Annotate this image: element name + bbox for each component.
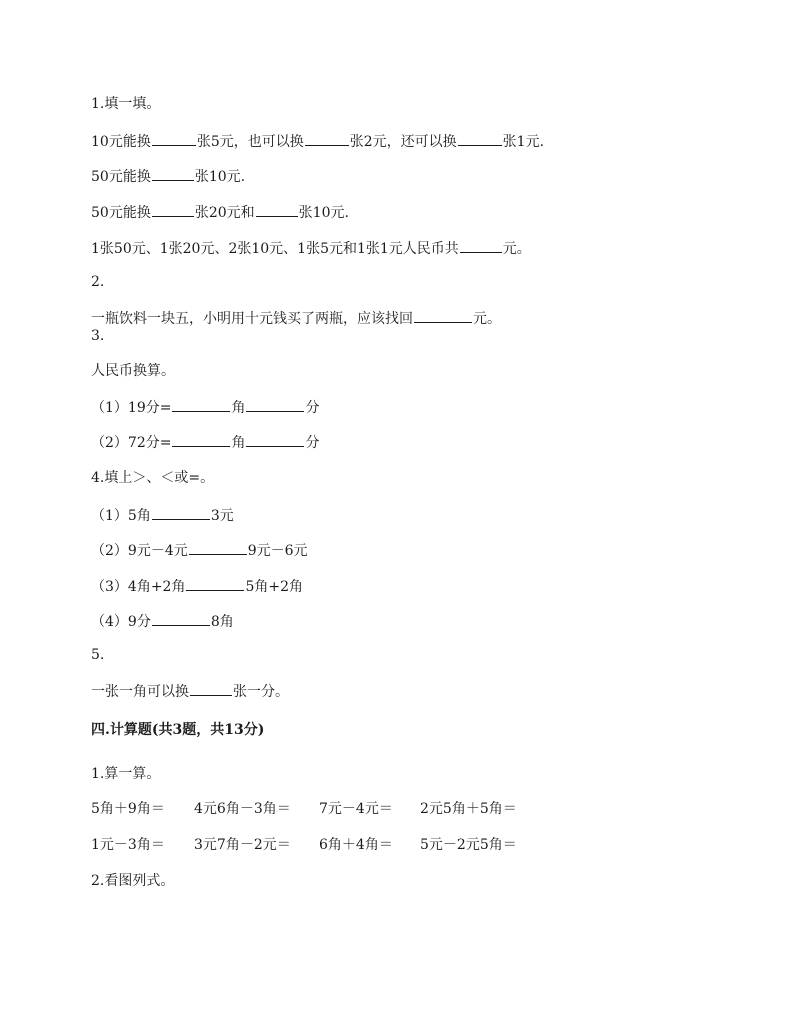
q5-number: 5. xyxy=(91,647,105,663)
answer-blank[interactable] xyxy=(172,397,230,412)
answer-blank[interactable] xyxy=(190,681,232,696)
answer-blank[interactable] xyxy=(458,131,502,146)
q3-r2-text-c: 分 xyxy=(305,435,320,451)
answer-blank[interactable] xyxy=(246,397,304,412)
q4-r2-text-b: 9元－6元 xyxy=(247,543,308,559)
q3-r1-text-a: （1）19分= xyxy=(91,400,172,416)
q1-l3-text-b: 张20元和 xyxy=(194,205,255,221)
q1-line-3 xyxy=(91,202,349,222)
q4-row-4 xyxy=(91,611,234,631)
q3-title: 人民币换算。 xyxy=(91,363,175,379)
q2-line xyxy=(91,308,501,328)
answer-blank[interactable] xyxy=(460,238,502,253)
q1-line-1 xyxy=(91,131,544,151)
answer-blank[interactable] xyxy=(152,202,194,217)
calc-problem: 5元－2元5角＝ xyxy=(420,837,517,853)
q3-r1-text-b: 角 xyxy=(231,400,246,416)
q1-l2-text-b: 张10元. xyxy=(194,169,246,185)
q1-line-4 xyxy=(91,238,531,258)
q4-title: 4.填上＞、＜或=。 xyxy=(91,470,215,486)
calc-problem: 3元7角－2元＝ xyxy=(194,837,291,853)
answer-blank[interactable] xyxy=(186,576,244,591)
q4-r3-text-a: （3）4角+2角 xyxy=(91,579,186,595)
q1-l1-text-b: 张5元，也可以换 xyxy=(196,134,304,150)
q1-l4-text-b: 元。 xyxy=(502,241,531,257)
q2-text-b: 元。 xyxy=(473,311,501,327)
calc-problem: 7元－4元＝ xyxy=(319,801,393,817)
q4-r3-text-b: 5角+2角 xyxy=(245,579,303,595)
q1-l3-text-c: 张10元. xyxy=(298,205,349,221)
q1-l4-text-a: 1张50元、1张20元、2张10元、1张5元和1张1元人民币共 xyxy=(91,241,459,257)
q3-r2-text-b: 角 xyxy=(231,435,246,451)
q1-l1-text-c: 张2元，还可以换 xyxy=(349,134,457,150)
q3-row-1 xyxy=(91,397,319,417)
q1-l1-text-d: 张1元. xyxy=(502,134,545,150)
q5-text-a: 一张一角可以换 xyxy=(91,684,189,700)
q1-l3-text-a: 50元能换 xyxy=(91,205,151,221)
q4-r4-text-a: （4）9分 xyxy=(91,614,151,630)
calc-problem: 1元－3角＝ xyxy=(91,837,165,853)
answer-blank[interactable] xyxy=(305,131,349,146)
q3-r1-text-c: 分 xyxy=(305,400,320,416)
answer-blank[interactable] xyxy=(246,432,304,447)
q4-r4-text-b: 8角 xyxy=(210,614,234,630)
answer-blank[interactable] xyxy=(152,131,196,146)
answer-blank[interactable] xyxy=(172,432,230,447)
calc-problem: 6角＋4角＝ xyxy=(319,837,393,853)
q4-r2-text-a: （2）9元－4元 xyxy=(91,543,188,559)
answer-blank[interactable] xyxy=(152,611,210,626)
q4-row-1 xyxy=(91,505,234,525)
q1-line-2 xyxy=(91,166,245,186)
q4-r1-text-b: 3元 xyxy=(210,508,234,524)
q1-l2-text-a: 50元能换 xyxy=(91,169,151,185)
q3-r2-text-a: （2）72分= xyxy=(91,435,172,451)
answer-blank[interactable] xyxy=(189,540,247,555)
section-heading: 四.计算题(共3题，共13分) xyxy=(91,722,265,738)
q5-text-b: 张一分。 xyxy=(233,684,289,700)
calc-problem: 4元6角－3角＝ xyxy=(194,801,291,817)
q5-line xyxy=(91,681,289,701)
q4-r1-text-a: （1）5角 xyxy=(91,508,151,524)
answer-blank[interactable] xyxy=(414,308,472,323)
calc-problem: 2元5角＋5角＝ xyxy=(420,801,517,817)
answer-blank[interactable] xyxy=(256,202,298,217)
answer-blank[interactable] xyxy=(152,166,194,181)
calc1-title: 1.算一算。 xyxy=(91,766,161,782)
q1-title: 1.填一填。 xyxy=(91,96,161,112)
q3-row-2 xyxy=(91,432,319,452)
q1-l1-text-a: 10元能换 xyxy=(91,134,151,150)
q4-row-2 xyxy=(91,540,308,560)
calc-problem: 5角＋9角＝ xyxy=(91,801,165,817)
q2-number: 2. xyxy=(91,274,105,290)
answer-blank[interactable] xyxy=(152,505,210,520)
q4-row-3 xyxy=(91,576,303,596)
q3-number: 3. xyxy=(91,328,105,344)
q2-text-a: 一瓶饮料一块五，小明用十元钱买了两瓶，应该找回 xyxy=(91,311,413,327)
calc2-title: 2.看图列式。 xyxy=(91,873,175,889)
